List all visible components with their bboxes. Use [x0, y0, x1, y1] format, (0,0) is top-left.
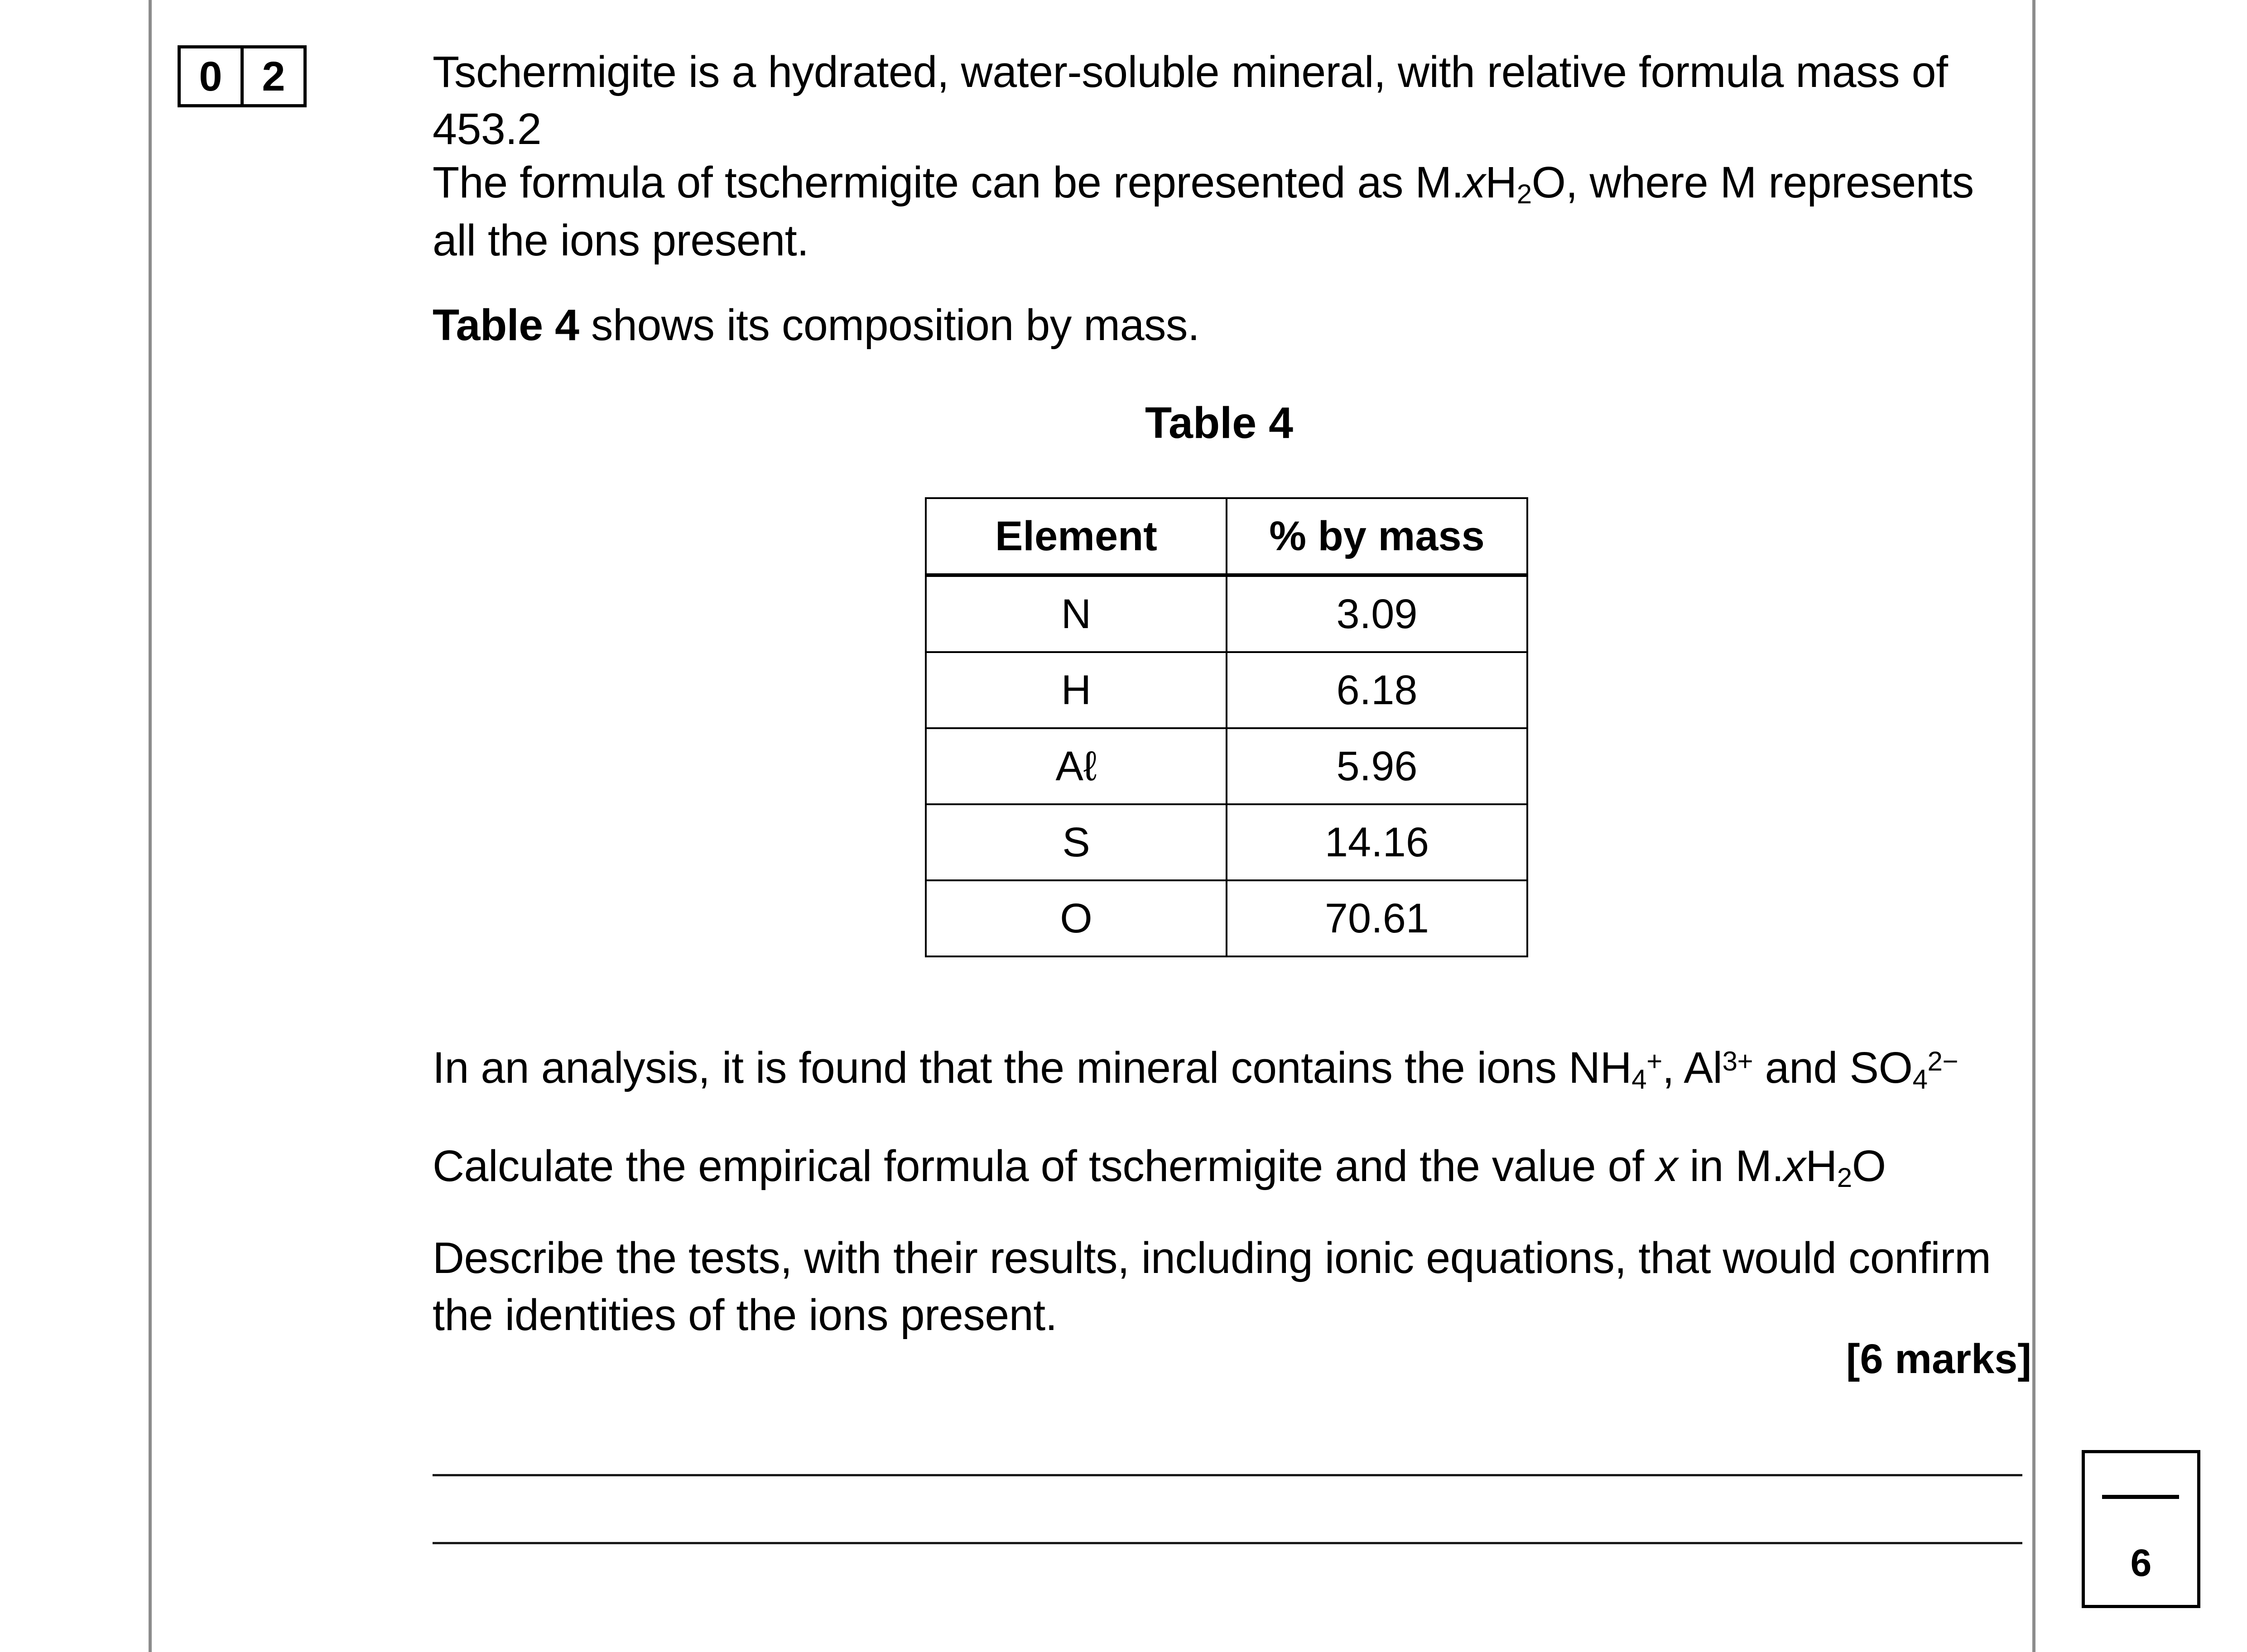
formula-lead-text: The formula of tschermigite can be represented as M. — [433, 158, 1464, 207]
calculate-lead-text: Calculate the empirical formula of tschermigite and the value of — [433, 1141, 1656, 1191]
ammonium-charge: + — [1646, 1046, 1662, 1076]
formula-tail-text: , where M represents all the ions present. — [433, 158, 1974, 265]
ammonium-subscript: 4 — [1631, 1064, 1647, 1095]
table-cell-percent: 6.18 — [1227, 652, 1527, 728]
table-header-row — [926, 498, 1527, 575]
mark-total-box — [2082, 1450, 2200, 1608]
answer-line[interactable] — [433, 1474, 2022, 1476]
paragraph-intro — [433, 43, 2031, 158]
composition-table — [925, 497, 1528, 957]
answer-line[interactable] — [433, 1542, 2022, 1544]
analysis-lead-text: In an analysis, it is found that the mineral contains the ions NH — [433, 1043, 1632, 1092]
analysis-and-text: and SO — [1753, 1043, 1913, 1092]
calculate-hydrogen: H — [1805, 1141, 1837, 1191]
paragraph-table-reference — [433, 297, 2031, 354]
question-number-digit-1: 0 — [199, 53, 222, 100]
relative-formula-mass-value: 453.2 — [433, 104, 542, 154]
table-cell-element: O — [926, 880, 1227, 956]
paragraph-calculate — [433, 1138, 2031, 1196]
paragraph-formula — [433, 154, 2009, 269]
table-header-element: Element — [926, 498, 1227, 575]
calculate-oxygen: O — [1852, 1141, 1886, 1191]
mark-total-divider — [2102, 1495, 2179, 1499]
table-cell-element: N — [926, 575, 1227, 652]
table-row — [926, 652, 1527, 728]
table-row — [926, 575, 1527, 652]
table-row — [926, 728, 1527, 804]
question-number-digit-2: 2 — [241, 48, 303, 104]
table-row — [926, 880, 1527, 956]
analysis-mid-text: , Al — [1662, 1043, 1723, 1092]
table-header-percent-by-mass: % by mass — [1227, 498, 1527, 575]
table-caption: Table 4 — [1145, 398, 1294, 447]
formula-hydrogen: H — [1485, 158, 1517, 207]
paragraph-describe: Describe the tests, with their results, including ionic equations, that would confirm the identities of the ions present. — [433, 1233, 1991, 1340]
intro-text: Tschermigite is a hydrated, water-soluble mineral, with relative formula mass of — [433, 47, 1948, 96]
table-cell-element: H — [926, 652, 1227, 728]
table-row — [926, 804, 1527, 880]
calculate-variable-x-formula: x — [1784, 1141, 1806, 1191]
formula-oxygen: O — [1531, 158, 1566, 207]
table-cell-percent: 5.96 — [1227, 728, 1527, 804]
table-cell-percent: 70.61 — [1227, 880, 1527, 956]
formula-variable-x: x — [1463, 158, 1486, 207]
sulfate-charge: 2− — [1927, 1046, 1958, 1076]
sulfate-subscript: 4 — [1912, 1064, 1928, 1095]
calculate-mid-text: in M. — [1678, 1141, 1784, 1191]
calculate-variable-x: x — [1656, 1141, 1678, 1191]
question-number-box — [178, 45, 307, 107]
paragraph-analysis — [433, 1039, 2031, 1097]
formula-hydrogen-subscript: 2 — [1516, 179, 1532, 210]
table-cell-percent: 3.09 — [1227, 575, 1527, 652]
table-cell-element: Aℓ — [926, 728, 1227, 804]
page-right-margin-rule — [2032, 0, 2035, 1652]
aluminium-charge: 3+ — [1722, 1046, 1753, 1076]
mark-total-value: 6 — [2130, 1542, 2152, 1584]
table-reference-bold: Table 4 — [433, 300, 579, 350]
table-reference-rest: shows its composition by mass. — [579, 300, 1200, 350]
marks-label: [6 marks] — [1846, 1336, 2031, 1382]
table-cell-percent: 14.16 — [1227, 804, 1527, 880]
page-left-margin-rule — [149, 0, 152, 1652]
calculate-hydrogen-subscript: 2 — [1837, 1162, 1852, 1193]
table-cell-element: S — [926, 804, 1227, 880]
